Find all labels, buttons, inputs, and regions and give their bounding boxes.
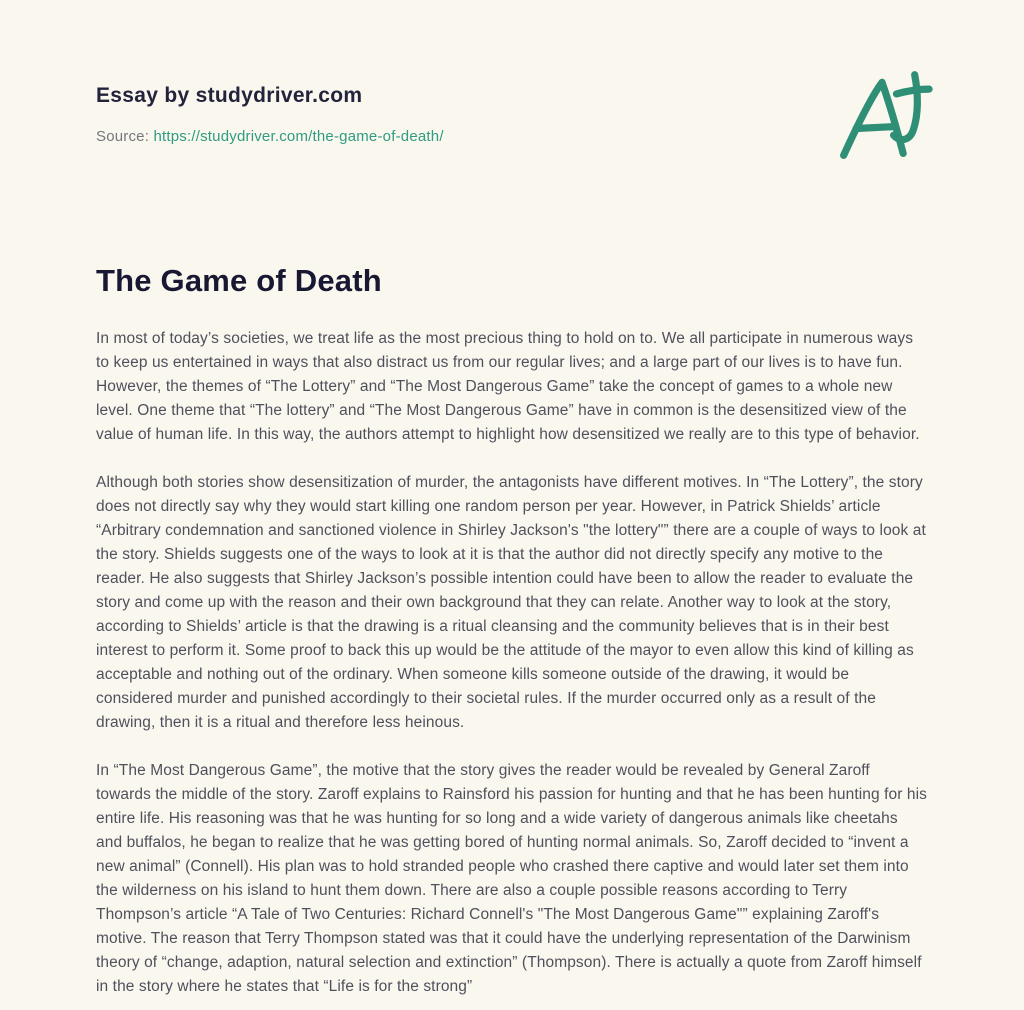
essay-byline: Essay by studydriver.com <box>96 84 363 107</box>
essay-title: The Game of Death <box>96 263 382 298</box>
essay-paragraph: In most of today’s societies, we treat life as the most precious thing to hold on to. We all participate in numerous ways to keep us entertained in ways that also distract us from our regular lives; and a large part of our lives is to have fun. However, the themes of “The Lottery” and “The Most Dangerous Game” take the concept of games to a whole new level. One theme that “The lottery” and “The Most Dangerous Game” have in common is the desensitized view of the value of human life. In this way, the authors attempt to highlight how desensitized we really are to this type of behavior. <box>96 330 920 443</box>
essay-paragraph: Although both stories show desensitization of murder, the antagonists have different motives. In “The Lottery”, the story does not directly say why they would start killing one random person per year. However, in Patrick Shields’ article “Arbitrary condemnation and sanctioned violence in Shirley Jackson's "the lottery"” there are a couple of ways to look at the story. Shields suggests one of the ways to look at it is that the author did not directly specify any motive to the reader. He also suggests that Shirley Jackson’s possible intention could have been to allow the reader to evaluate the story and come up with the reason and their own background that they can relate. Another way to look at the story, according to Shields’ article is that the drawing is a ritual cleansing and the community believes that is in their best interest to perform it. Some proof to back this up would be the attitude of the mayor to even allow this kind of killing as acceptable and nothing out of the ordinary. When someone kills someone outside of the drawing, it would be considered murder and punished accordingly to their societal rules. If the murder occurred only as a result of the drawing, then it is a ritual and therefore less heinous. <box>96 474 926 731</box>
studydriver-logo <box>830 68 936 164</box>
source-label: Source: <box>96 128 150 145</box>
studydriver-logo-icon <box>830 68 936 164</box>
source-url-link[interactable]: https://studydriver.com/the-game-of-death/ <box>153 128 444 145</box>
essay-content <box>96 327 928 999</box>
essay-paragraph: In “The Most Dangerous Game”, the motive that the story gives the reader would be revealed by General Zaroff towards the middle of the story. Zaroff explains to Rainsford his passion for hunting and that he has been hunting for his entire life. His reasoning was that he was hunting for so long and a wide variety of dangerous animals like cheetahs and buffalos, he began to realize that he was getting bored of hunting normal animals. So, Zaroff decided to “invent a new animal” (Connell). His plan was to hold stranded people who crashed there captive and would later set them into the wilderness on his island to hunt them down. There are also a couple possible reasons according to Terry Thompson’s article “A Tale of Two Centuries: Richard Connell's "The Most Dangerous Game"” explaining Zaroff's motive. The reason that Terry Thompson stated was that it could have the underlying representation of the Darwinism theory of “change, adaption, natural selection and extinction” (Thompson). There is actually a quote from Zaroff himself in the story where he states that “Life is for the strong” <box>96 762 928 995</box>
source-line <box>96 128 928 145</box>
